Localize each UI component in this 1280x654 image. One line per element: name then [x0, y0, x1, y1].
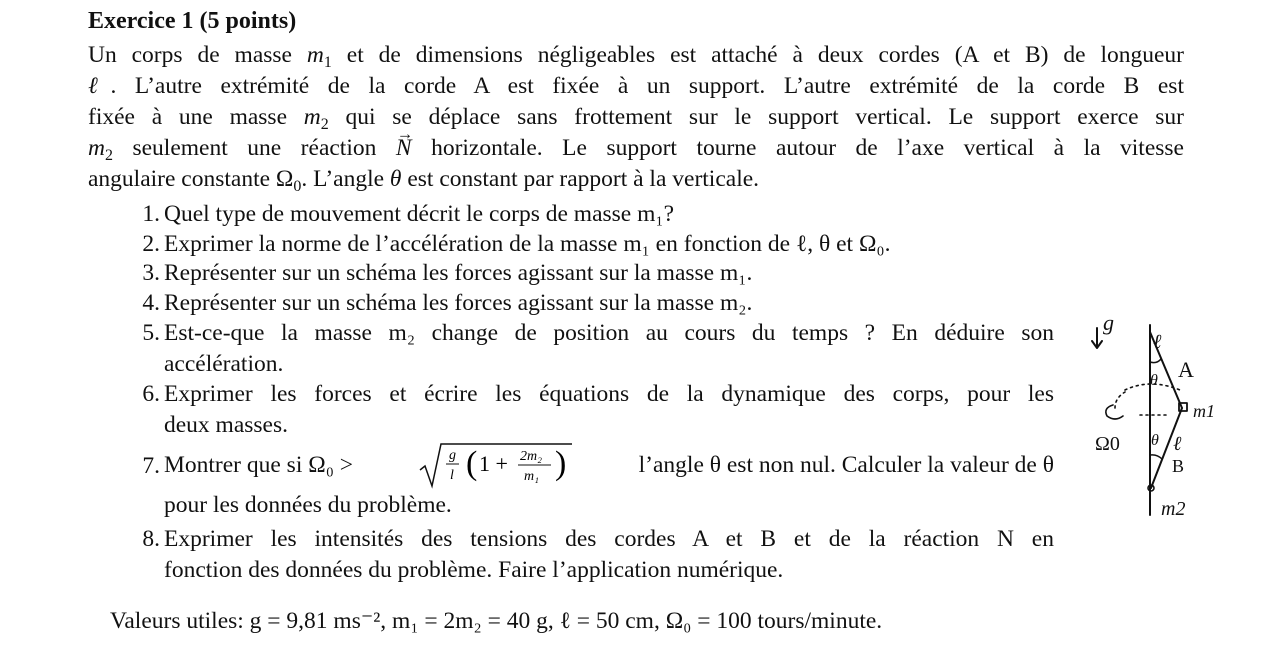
question-1: 1. Quel type de mouvement décrit le corps de masse m₁?	[134, 199, 1054, 230]
question-3: 3. Représenter sur un schéma les forces agissant sur la masse m₁.	[134, 258, 1054, 289]
label-theta-top: θ	[1150, 372, 1158, 389]
statement-line-2: ℓ. L’autre extrémité de la corde A est fixée à un support. L’autre extrémité de la corde B est	[88, 73, 1184, 99]
question-text: Montrer que si Ω₀ >	[164, 451, 354, 478]
label-theta-bottom: θ	[1151, 432, 1159, 449]
exercise-statement	[88, 40, 1184, 195]
question-5: 5. Est-ce-que la masse m₂ change de position au cours du temps ? En déduire son accélération.	[134, 318, 1054, 380]
formula-open-paren: (	[465, 445, 478, 482]
question-text: Représenter sur un schéma les forces agissant sur la masse m₁.	[164, 260, 753, 286]
question-text-continued: fonction des données du problème. Faire l’application numérique.	[164, 557, 784, 583]
formula-denominator: m₁	[523, 469, 539, 484]
label-l-bottom: ℓ	[1173, 433, 1182, 455]
statement-line-5: angulaire constante $\Omega_0$. L’angle θ est constant par rapport à la verticale.	[88, 166, 760, 195]
formula-g: g	[448, 448, 456, 463]
handwritten-diagram	[1085, 290, 1235, 530]
question-text-continued: pour les données du problème.	[164, 492, 452, 518]
useful-values: Valeurs utiles: g = 9,81 ms⁻², m₁ = 2m₂ = 40 g, ℓ = 50 cm, Ω₀ = 100 tours/minute.	[110, 608, 883, 634]
question-text: Quel type de mouvement décrit le corps de masse m₁?	[164, 201, 675, 227]
formula-numerator: 2m₂	[519, 449, 542, 464]
formula-l: l	[449, 468, 454, 483]
question-text-right: l’angle θ est non nul. Calculer la valeur de θ	[638, 451, 1054, 478]
label-l-top: ℓ	[1153, 331, 1162, 353]
question-text: Exprimer la norme de l’accélération de la masse m₁ en fonction de ℓ, θ et Ω₀.	[164, 231, 891, 257]
label-g: g	[1103, 310, 1114, 335]
formula-one-plus: 1 +	[478, 451, 508, 476]
question-7-first-row	[164, 440, 1054, 490]
label-m1: m1	[1193, 401, 1215, 421]
question-text: Exprimer les intensités des tensions des cordes A et B et de la réaction N en	[164, 526, 1054, 552]
question-2: 2. Exprimer la norme de l’accélération de la masse m₁ en fonction de ℓ, θ et Ω₀.	[134, 229, 1054, 260]
question-8: 8. Exprimer les intensités des tensions des cordes A et B et de la réaction N en fonction des données du problème. Faire l’application numérique.	[134, 524, 1054, 586]
question-text: Représenter sur un schéma les forces agissant sur la masse m₂.	[164, 290, 753, 316]
question-6: 6. Exprimer les forces et écrire les équations de la dynamique des corps, pour les deux masses.	[134, 379, 1054, 441]
statement-line-3: fixée à une masse $m_2$ qui se déplace sans frottement sur le support vertical. Le support exerce sur	[88, 104, 1184, 133]
question-text: Est-ce-que la masse m₂ change de position au cours du temps ? En déduire son	[164, 320, 1054, 346]
gravity-arrow-icon	[1092, 328, 1102, 348]
question-text-continued: accélération.	[164, 351, 284, 377]
question-4: 4. Représenter sur un schéma les forces agissant sur la masse m₂.	[134, 288, 1054, 319]
exercise-title: Exercice 1 (5 points)	[88, 8, 297, 34]
label-omega: Ω0	[1095, 433, 1120, 455]
formula-close-paren: )	[554, 445, 567, 482]
sqrt-formula	[416, 440, 576, 490]
question-7: 7. Montrer que si Ω₀ > g l ( 1 + 2m₂ m₁ ) l’angle θ est non nul. Calculer la valeur de θ pour les données du problème.	[134, 440, 1054, 521]
rotation-path	[1115, 384, 1180, 408]
statement-line-4: $m_2$ seulement une réaction → N horizontale. Le support tourne autour de l’axe vertical à la vitesse	[88, 133, 1184, 164]
label-a: A	[1178, 357, 1194, 382]
question-text: Exprimer les forces et écrire les équations de la dynamique des corps, pour les	[164, 381, 1054, 407]
question-text-continued: deux masses.	[164, 412, 289, 438]
statement-line-1: Un corps de masse $m_1$ et de dimensions négligeables est attaché à deux cordes (A et B) de longueur	[88, 42, 1185, 71]
label-b: B	[1172, 456, 1185, 476]
label-m2: m2	[1161, 498, 1186, 520]
